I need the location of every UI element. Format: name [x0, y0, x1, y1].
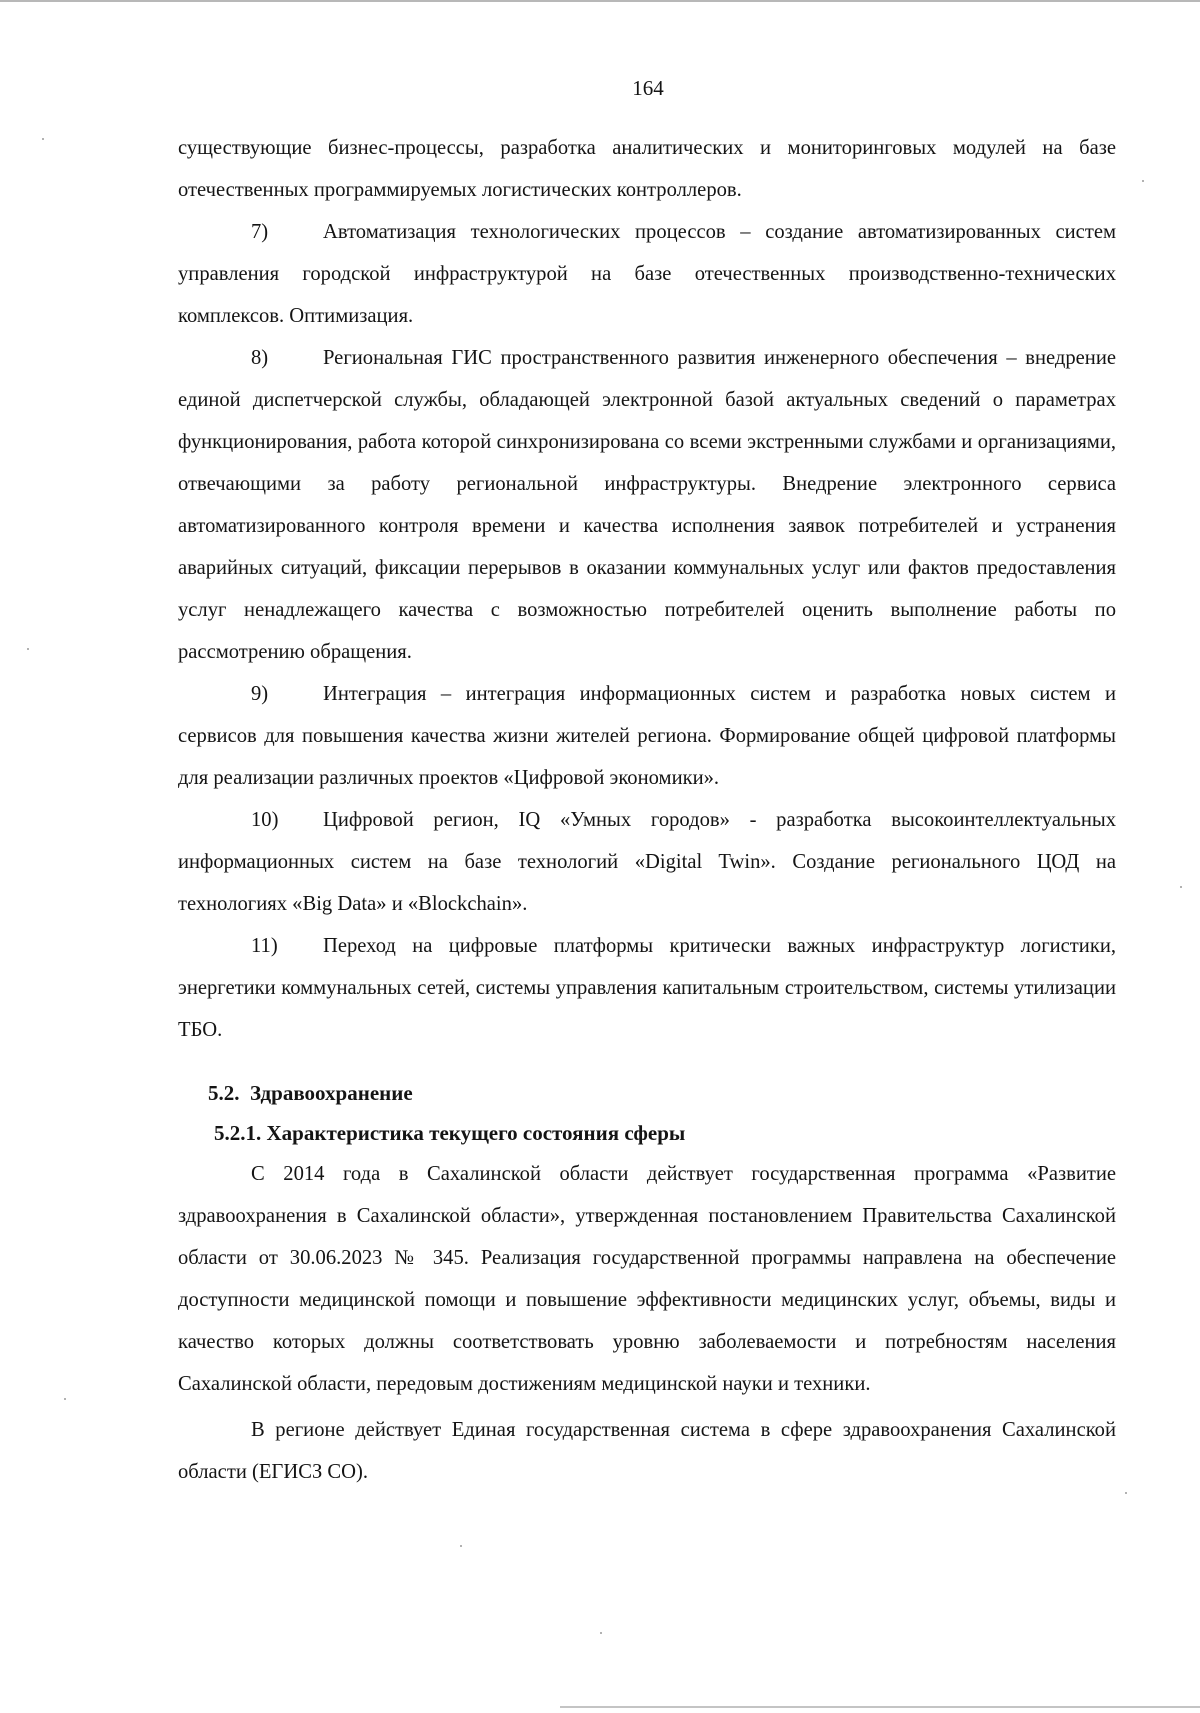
section-title: Здравоохранение [250, 1081, 413, 1105]
list-item-number: 9) [251, 683, 269, 705]
section-heading [178, 1073, 1116, 1113]
document-body [178, 127, 1116, 1493]
subsection-heading: 5.2.1. Характеристика текущего состояния сферы [214, 1121, 686, 1145]
list-item-number: 10) [251, 809, 279, 831]
list-item-number: 7) [251, 221, 269, 243]
intro-paragraph: существующие бизнес-процессы, разработка аналитических и мониторинговых модулей на базе отечественных программируемых логистических контроллеров. [178, 137, 1116, 201]
list-item-7 [178, 211, 1116, 337]
section-number: 5.2. [208, 1081, 240, 1105]
list-item-10 [178, 799, 1116, 925]
list-item-text: Переход на цифровые платформы критически важных инфраструктур логистики, энергетики коммунальных сетей, системы управления капитальным строительством, системы утилизации ТБО. [178, 935, 1116, 1041]
list-item-number: 8) [251, 347, 269, 369]
scan-speck [600, 1632, 602, 1634]
scan-speck [460, 1545, 462, 1547]
scan-speck [42, 138, 44, 140]
scan-speck [1180, 886, 1182, 888]
list-item-9 [178, 673, 1116, 799]
scan-speck [27, 648, 29, 650]
list-item-8 [178, 337, 1116, 673]
paragraph-program: С 2014 года в Сахалинской области действует государственная программа «Развитие здравоохранения в Сахалинской области», утвержденная постановлением Правительства Сахалинской области от 30.06.2023 № 345. Реализация государственной программы направлена на обеспечение доступности медицинской помощи и повышение эффективности медицинских услуг, объемы, виды и качество которых должны соответствовать уровню заболеваемости и потребностям населения Сахалинской области, передовым достижениям медицинской науки и техники. [178, 1163, 1116, 1395]
list-item-text: Цифровой регион, IQ «Умных городов» - разработка высокоинтеллектуальных информационных систем на базе технологий «Digital Twin». Создание регионального ЦОД на технологиях «Big Data» и «Blockchain». [178, 809, 1116, 915]
list-item-11 [178, 925, 1116, 1051]
list-item-text: Интеграция – интеграция информационных систем и разработка новых систем и сервисов для повышения качества жизни жителей региона. Формирование общей цифровой платформы для реализации различных проектов «Цифровой экономики». [178, 683, 1116, 789]
list-item-text: Автоматизация технологических процессов – создание автоматизированных систем управления городской инфраструктурой на базе отечественных производственно-технических комплексов. Оптимизация. [178, 221, 1116, 327]
scan-speck [1125, 1492, 1127, 1494]
paragraph-egisz: В регионе действует Единая государственная система в сфере здравоохранения Сахалинской области (ЕГИСЗ СО). [178, 1419, 1116, 1483]
scan-speck [1142, 180, 1144, 182]
list-item-number: 11) [251, 935, 278, 957]
scan-speck [64, 1398, 66, 1400]
list-item-text: Региональная ГИС пространственного развития инженерного обеспечения – внедрение единой диспетчерской службы, обладающей электронной базой актуальных сведений о параметрах функционирования, работа которой синхронизирована со всеми экстренными службами и организациями, отвечающими за работу региональной инфраструктуры. Внедрение электронного сервиса автоматизированного контроля времени и качества исполнения заявок потребителей и устранения аварийных ситуаций, фиксации перерывов в оказании коммунальных услуг или фактов предоставления услуг ненадлежащего качества с возможностью потребителей оценить выполнение работы по рассмотрению обращения. [178, 347, 1116, 663]
page-number: 164 [632, 76, 664, 100]
